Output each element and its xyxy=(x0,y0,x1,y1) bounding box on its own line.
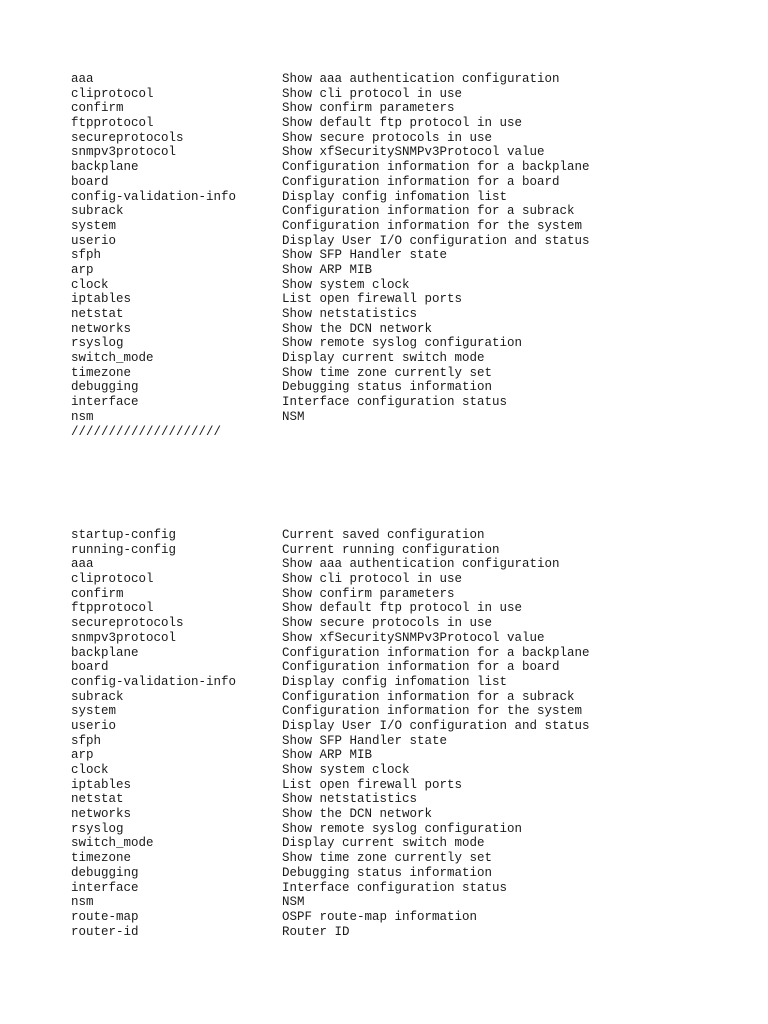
command-row xyxy=(71,778,691,793)
command-name: //////////////////// xyxy=(71,424,222,439)
command-row xyxy=(71,660,691,675)
command-description: Configuration information for a subrack xyxy=(282,689,575,704)
command-name: config-validation-info xyxy=(71,189,237,204)
command-name: backplane xyxy=(71,160,139,175)
command-name: iptables xyxy=(71,292,132,307)
command-name: startup-config xyxy=(71,528,177,542)
command-row xyxy=(71,881,691,896)
command-row xyxy=(71,910,691,925)
command-description: Show xfSecuritySNMPv3Protocol value xyxy=(282,145,545,160)
command-description: Display User I/O configuration and status xyxy=(282,233,590,248)
command-description: Show SFP Handler state xyxy=(282,248,448,263)
command-description: Debugging status information xyxy=(282,865,493,880)
command-row xyxy=(71,528,691,543)
command-row xyxy=(71,410,691,425)
command-row xyxy=(71,366,691,381)
command-row xyxy=(71,190,691,205)
command-description: Display User I/O configuration and status xyxy=(282,718,590,733)
command-row xyxy=(71,307,691,322)
command-name: timezone xyxy=(71,851,132,866)
command-row xyxy=(71,734,691,749)
command-name: system xyxy=(71,218,117,233)
command-description: Show ARP MIB xyxy=(282,262,373,277)
command-row xyxy=(71,278,691,293)
command-description: Router ID xyxy=(282,924,350,939)
command-name: aaa xyxy=(71,72,94,86)
command-name: backplane xyxy=(71,645,139,660)
command-row xyxy=(71,204,691,219)
command-row xyxy=(71,675,691,690)
command-name: board xyxy=(71,174,109,189)
command-description: Show system clock xyxy=(282,277,410,292)
command-row xyxy=(71,116,691,131)
command-description: Show remote syslog configuration xyxy=(282,821,523,836)
command-row xyxy=(71,263,691,278)
command-name: debugging xyxy=(71,865,139,880)
command-description: Show confirm parameters xyxy=(282,101,455,116)
command-description: Display current switch mode xyxy=(282,351,485,366)
command-description: NSM xyxy=(282,409,305,424)
command-row xyxy=(71,807,691,822)
command-description: Show remote syslog configuration xyxy=(282,336,523,351)
command-row xyxy=(71,763,691,778)
command-name: userio xyxy=(71,233,117,248)
command-description: Show SFP Handler state xyxy=(282,733,448,748)
command-description: Interface configuration status xyxy=(282,395,508,410)
command-description: Configuration information for a subrack xyxy=(282,204,575,219)
command-name: timezone xyxy=(71,365,132,380)
command-row xyxy=(71,336,691,351)
command-name: board xyxy=(71,660,109,675)
command-description: Show secure protocols in use xyxy=(282,130,493,145)
command-row xyxy=(71,748,691,763)
command-description: Show time zone currently set xyxy=(282,365,493,380)
command-name: router-id xyxy=(71,924,139,939)
command-name: route-map xyxy=(71,909,139,924)
command-row xyxy=(71,322,691,337)
command-name: running-config xyxy=(71,542,177,557)
command-row xyxy=(71,690,691,705)
command-row xyxy=(71,395,691,410)
command-row xyxy=(71,234,691,249)
command-row xyxy=(71,131,691,146)
command-row xyxy=(71,895,691,910)
command-name: userio xyxy=(71,718,117,733)
command-description: Current saved configuration xyxy=(282,528,485,542)
command-name: cliprotocol xyxy=(71,572,154,587)
command-row xyxy=(71,160,691,175)
command-name: confirm xyxy=(71,586,124,601)
command-row xyxy=(71,616,691,631)
command-description: Configuration information for a backplane xyxy=(282,645,590,660)
command-name: cliprotocol xyxy=(71,86,154,101)
command-name: netstat xyxy=(71,307,124,321)
command-name: networks xyxy=(71,807,132,822)
command-row xyxy=(71,87,691,102)
command-name: sfph xyxy=(71,733,102,748)
command-description: Interface configuration status xyxy=(282,880,508,895)
command-name: nsm xyxy=(71,895,94,910)
command-name: confirm xyxy=(71,101,124,116)
command-row xyxy=(71,248,691,263)
command-description: Display config infomation list xyxy=(282,189,508,204)
command-name: secureprotocols xyxy=(71,130,184,145)
command-description: Show confirm parameters xyxy=(282,586,455,601)
command-name: interface xyxy=(71,880,139,895)
command-name: subrack xyxy=(71,689,124,704)
command-description: Show the DCN network xyxy=(282,807,433,822)
command-name: subrack xyxy=(71,204,124,219)
command-description: List open firewall ports xyxy=(282,777,463,792)
command-name: nsm xyxy=(71,409,94,424)
command-row xyxy=(71,866,691,881)
command-description: Show secure protocols in use xyxy=(282,616,493,631)
command-row xyxy=(71,557,691,572)
command-name: ftpprotocol xyxy=(71,116,154,131)
command-description: Display config infomation list xyxy=(282,674,508,689)
command-description xyxy=(282,425,691,440)
command-name: arp xyxy=(71,262,94,277)
command-description: Show aaa authentication configuration xyxy=(282,72,560,86)
command-name: secureprotocols xyxy=(71,616,184,631)
command-row xyxy=(71,351,691,366)
command-description: Debugging status information xyxy=(282,380,493,395)
command-row xyxy=(71,601,691,616)
command-row xyxy=(71,292,691,307)
command-row xyxy=(71,145,691,160)
command-description: Show time zone currently set xyxy=(282,851,493,866)
command-description: Show default ftp protocol in use xyxy=(282,116,523,131)
command-description: Show ARP MIB xyxy=(282,748,373,763)
command-name: iptables xyxy=(71,777,132,792)
command-name: aaa xyxy=(71,557,94,572)
command-row xyxy=(71,925,691,940)
command-row xyxy=(71,646,691,661)
command-row xyxy=(71,219,691,234)
command-name: arp xyxy=(71,748,94,763)
command-row xyxy=(71,543,691,558)
command-description: Configuration information for a board xyxy=(282,660,560,675)
command-description: Configuration information for a backplane xyxy=(282,160,590,175)
command-name: ftpprotocol xyxy=(71,601,154,616)
command-name: switch_mode xyxy=(71,836,154,851)
command-description: Show xfSecuritySNMPv3Protocol value xyxy=(282,630,545,645)
command-name: snmpv3protocol xyxy=(71,145,177,160)
command-name: switch_mode xyxy=(71,351,154,366)
command-description: Display current switch mode xyxy=(282,836,485,851)
command-name: config-validation-info xyxy=(71,674,237,689)
command-description: Show netstatistics xyxy=(282,307,418,321)
command-name: system xyxy=(71,704,117,719)
command-row xyxy=(71,587,691,602)
command-name: sfph xyxy=(71,248,102,263)
command-row xyxy=(71,175,691,190)
command-name: rsyslog xyxy=(71,821,124,836)
command-list-first xyxy=(71,72,691,439)
command-row xyxy=(71,425,691,440)
command-name: networks xyxy=(71,321,132,336)
command-name: clock xyxy=(71,277,109,292)
command-description: Show netstatistics xyxy=(282,792,418,807)
command-row xyxy=(71,792,691,807)
command-name: rsyslog xyxy=(71,336,124,351)
command-description: Show the DCN network xyxy=(282,321,433,336)
command-row xyxy=(71,822,691,837)
command-description: Show default ftp protocol in use xyxy=(282,601,523,616)
command-name: debugging xyxy=(71,380,139,395)
command-description: OSPF route-map information xyxy=(282,909,478,924)
command-description: NSM xyxy=(282,895,305,910)
command-row xyxy=(71,851,691,866)
command-description: Show system clock xyxy=(282,763,410,777)
command-description: List open firewall ports xyxy=(282,292,463,307)
command-name: snmpv3protocol xyxy=(71,630,177,645)
command-description: Show cli protocol in use xyxy=(282,86,463,101)
command-name: netstat xyxy=(71,792,124,807)
command-description: Configuration information for the system xyxy=(282,704,583,719)
command-row xyxy=(71,836,691,851)
command-row xyxy=(71,719,691,734)
command-row xyxy=(71,101,691,116)
command-row xyxy=(71,704,691,719)
command-description: Show cli protocol in use xyxy=(282,572,463,587)
command-row xyxy=(71,572,691,587)
command-row xyxy=(71,72,691,87)
command-list-second xyxy=(71,528,691,939)
command-row xyxy=(71,380,691,395)
command-description: Configuration information for a board xyxy=(282,174,560,189)
command-description: Current running configuration xyxy=(282,542,500,557)
command-name: interface xyxy=(71,395,139,410)
command-row xyxy=(71,631,691,646)
command-description: Configuration information for the system xyxy=(282,218,583,233)
command-description: Show aaa authentication configuration xyxy=(282,557,560,572)
command-name: clock xyxy=(71,763,109,777)
